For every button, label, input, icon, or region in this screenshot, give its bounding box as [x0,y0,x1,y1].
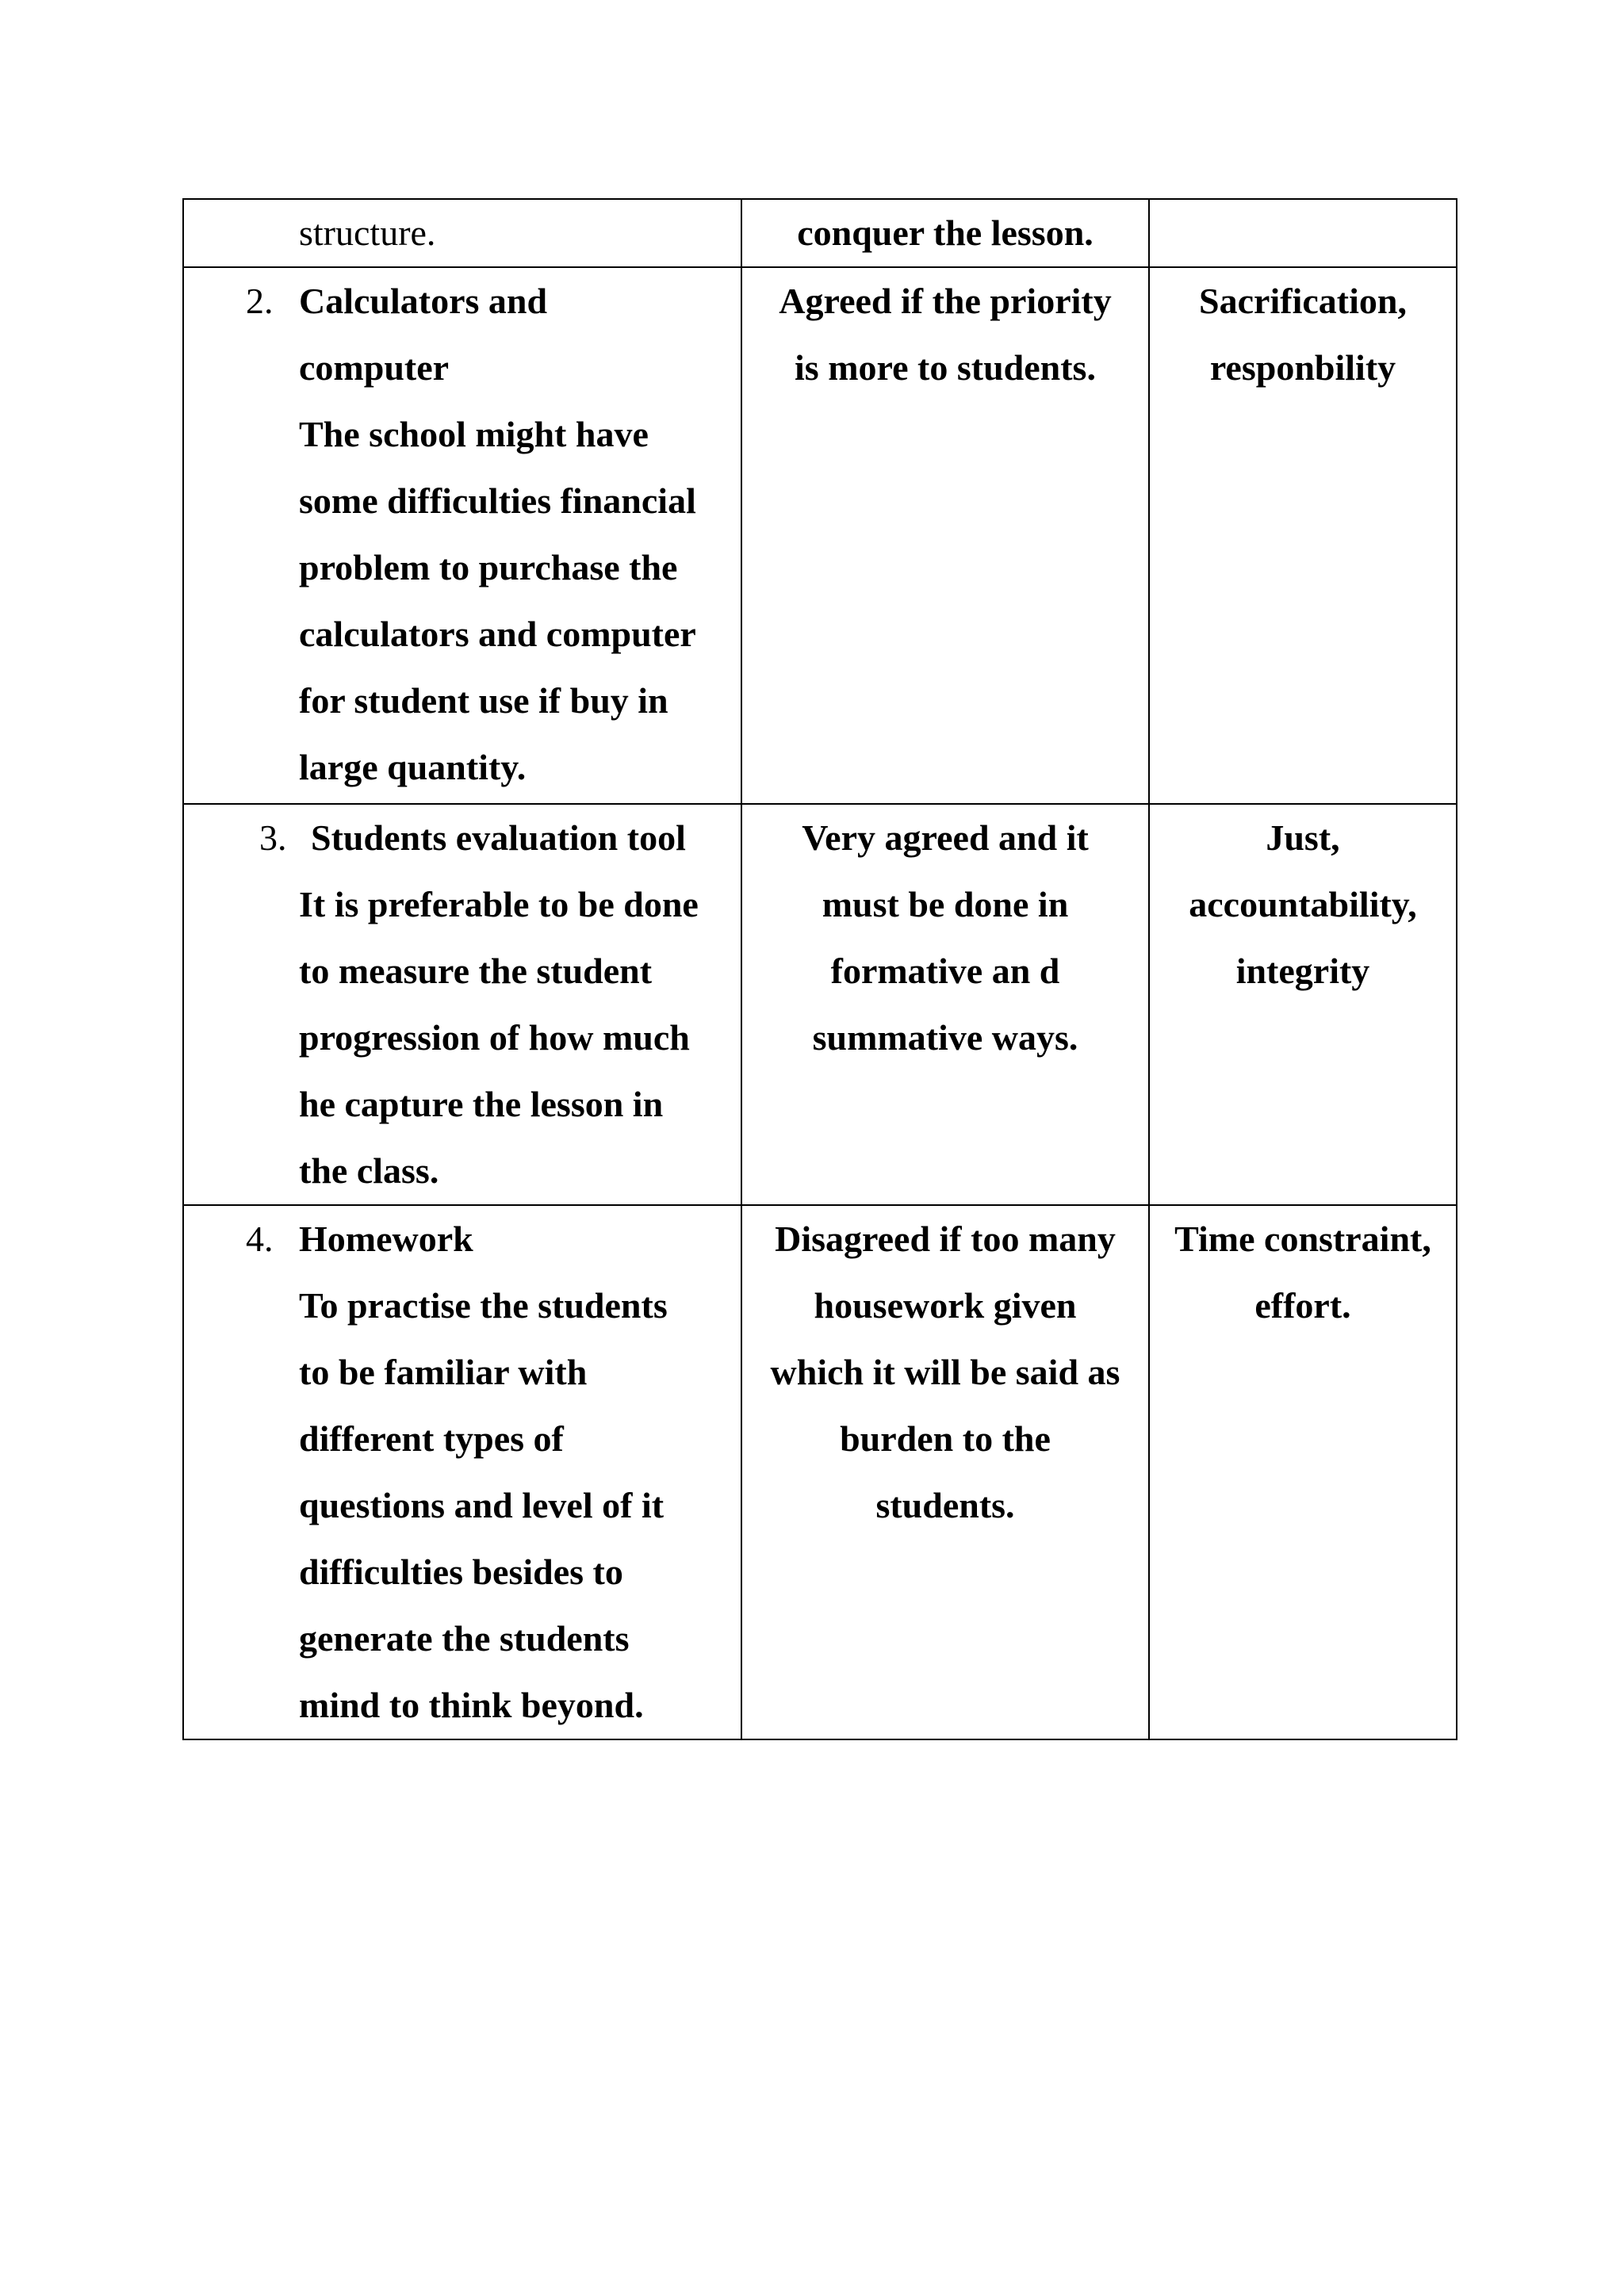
item-cell [183,804,741,1205]
item-text-line: calculators and computer [299,614,696,654]
opinion-text-line: which it will be said as [770,1352,1120,1392]
opinion-text-line: summative ways. [812,1017,1078,1058]
opinion-cell [741,804,1149,1205]
item-cell [183,267,741,804]
table-row [183,267,1457,804]
item-text-line: The school might have [299,414,649,454]
values-text-line: Time constraint, [1174,1219,1431,1259]
item-title: Calculators and [299,281,548,321]
item-text-line: To practise the students [299,1285,668,1326]
opinion-cell [741,1205,1149,1739]
values-cell [1149,199,1457,267]
item-text-line: difficulties besides to [299,1552,623,1592]
item-cell [183,1205,741,1739]
item-text-line: for student use if buy in [299,680,668,721]
values-cell [1149,1205,1457,1739]
table-row [183,199,1457,267]
opinion-text-line: housework given [814,1285,1077,1326]
item-text-line: mind to think beyond. [299,1685,644,1725]
values-text-line: effort. [1254,1285,1351,1326]
table-row [183,1205,1457,1739]
evaluation-table [182,198,1457,1740]
item-text-line: generate the students [299,1618,630,1659]
values-text-line: Sacrification, [1199,281,1407,321]
item-text-line: It is preferable to be done [299,884,699,924]
opinion-text-line: conquer the lesson. [797,212,1094,253]
item-text-line: different types of [299,1418,564,1459]
opinion-text-line: Disagreed if too many [775,1219,1116,1259]
opinion-text-line: must be done in [822,884,1069,924]
opinion-text-line: Agreed if the priority [779,281,1112,321]
item-text-line: large quantity. [299,747,527,787]
item-text-line: structure. [299,212,436,253]
item-text-line: questions and level of it [299,1485,665,1525]
values-text-line: responbility [1209,347,1396,388]
opinion-cell [741,267,1149,804]
values-text-line: integrity [1235,951,1370,991]
opinion-text-line: burden to the [840,1418,1051,1459]
opinion-text-line: Very agreed and it [802,817,1089,858]
item-text-line: to be familiar with [299,1352,588,1392]
opinion-cell [741,199,1149,267]
item-text-line: progression of how much [299,1017,690,1058]
values-text-line: Just, [1266,817,1340,858]
item-title: Homework [299,1219,473,1259]
opinion-text-line: is more to students. [795,347,1096,388]
item-number: 3. [259,817,287,858]
item-text-line: the class. [299,1150,439,1191]
table-row [183,804,1457,1205]
values-cell [1149,267,1457,804]
item-text-line: to measure the student [299,951,653,991]
item-text-line: he capture the lesson in [299,1084,664,1124]
item-text-line: some difficulties financial [299,480,696,521]
opinion-text-line: formative an d [830,951,1060,991]
values-text-line: accountability, [1189,884,1417,924]
item-number: 4. [246,1219,274,1259]
opinion-text-line: students. [875,1485,1015,1525]
item-cell [183,199,741,267]
item-text-line: problem to purchase the [299,547,678,587]
item-title: Students evaluation tool [311,817,686,858]
values-cell [1149,804,1457,1205]
item-number: 2. [246,281,274,321]
item-text-line: computer [299,347,450,388]
